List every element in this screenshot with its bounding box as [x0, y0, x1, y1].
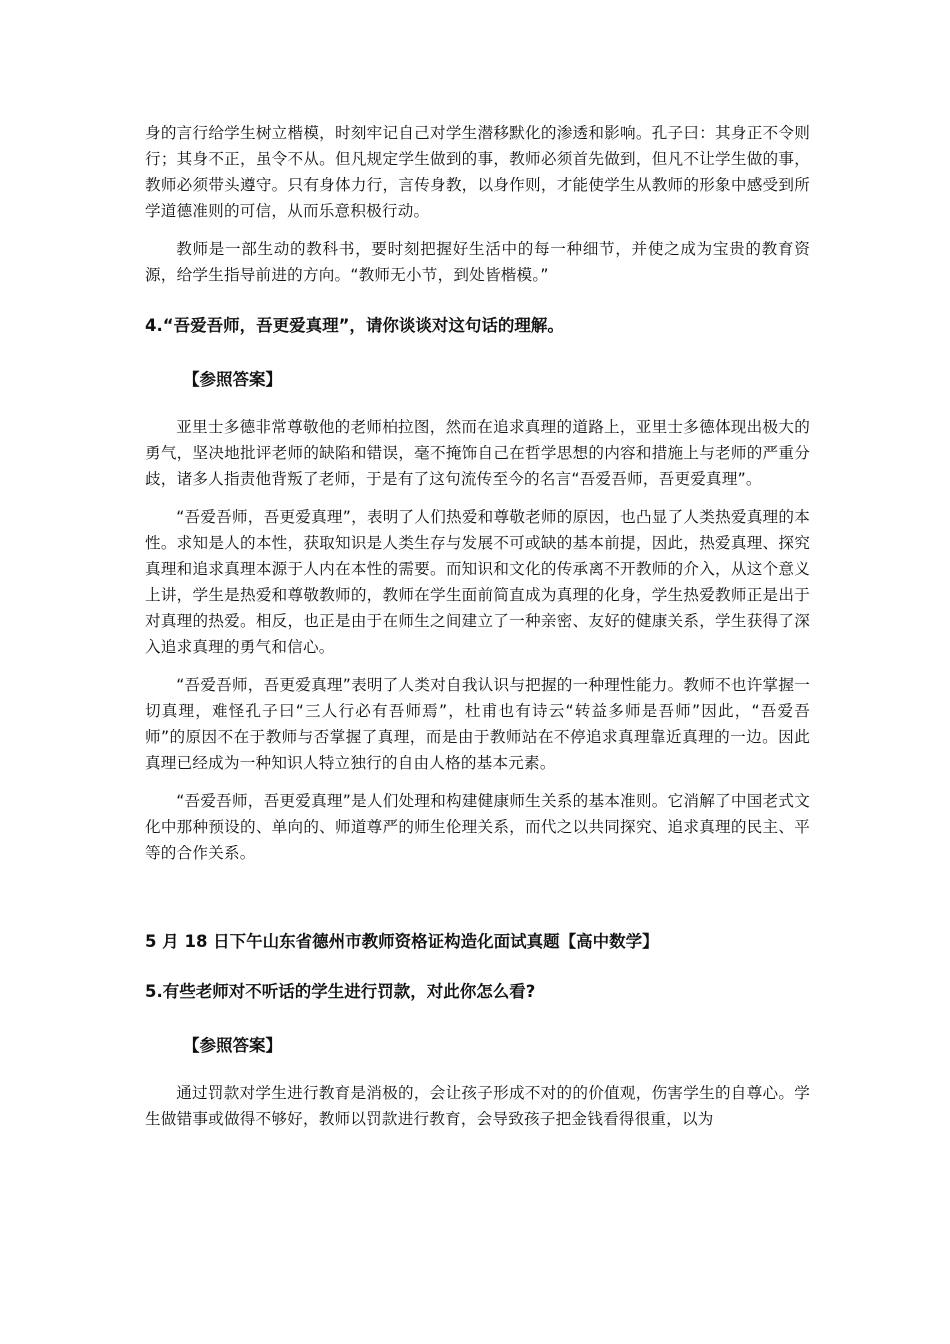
- answer-label-q5: 【参照答案】: [183, 1036, 282, 1055]
- answer-paragraph-q4-3: “吾爱吾师，吾更爱真理”表明了人类对自我认识与把握的一种理性能力。教师不也许掌握一切真理，难怪孔子曰“三人行必有吾师焉”，杜甫也有诗云“转益多师是吾师”因此，“吾爱吾师”的原因不在于教师与否掌握了真理，而是由于教师站在不停追求真理靠近真理的一边。因此真理已经成为一种知识人特立独行的自由人格的基本元素。: [145, 676, 810, 772]
- page-content: [145, 120, 810, 1132]
- answer-paragraph-q4-1: 亚里士多德非常尊敬他的老师柏拉图，然而在追求真理的道路上，亚里士多德体现出极大的勇气，坚决地批评老师的缺陷和错误，毫不掩饰自己在哲学思想的内容和措施上与老师的严重分歧，诸多人指责他背叛了老师，于是有了这句流传至今的名言“吾爱吾师，吾更爱真理”。: [145, 418, 810, 488]
- answer-paragraph-q4-4: “吾爱吾师，吾更爱真理”是人们处理和构建健康师生关系的基本准则。它消解了中国老式文化中那种预设的、单向的、师道尊严的师生伦理关系，而代之以共同探究、追求真理的民主、平等的合作关系。: [145, 792, 810, 862]
- question-5-heading: 5.有些老师对不听话的学生进行罚款，对此你怎么看?: [145, 982, 536, 1001]
- answer-paragraph-q5-1: 通过罚款对学生进行教育是消极的，会让孩子形成不对的的价值观，伤害学生的自尊心。学生做错事或做得不够好，教师以罚款进行教育，会导致孩子把金钱看得很重，以为: [145, 1084, 810, 1128]
- paragraph-textbook: 教师是一部生动的教科书，要时刻把握好生活中的每一种细节，并使之成为宝贵的教育资源，给学生指导前进的方向。“教师无小节，到处皆楷模。”: [145, 240, 810, 284]
- answer-label-q4: 【参照答案】: [183, 370, 282, 389]
- question-4-heading: 4.“吾爱吾师，吾更爱真理”，请你谈谈对这句话的理解。: [145, 316, 564, 335]
- section-heading: 5 月 18 日下午山东省德州市教师资格证构造化面试真题【高中数学】: [145, 932, 659, 951]
- answer-paragraph-q4-2: “吾爱吾师，吾更爱真理”，表明了人们热爱和尊敬老师的原因，也凸显了人类热爱真理的本性。求知是人的本性，获取知识是人类生存与发展不可或缺的基本前提，因此，热爱真理、探究真理和追求真理本源于人内在本性的需要。而知识和文化的传承离不开教师的介入，从这个意义上讲，学生是热爱和尊敬教师的，教师在学生面前简直成为真理的化身，学生热爱教师正是出于对真理的热爱。相反，也正是由于在师生之间建立了一种亲密、友好的健康关系，学生获得了深入追求真理的勇气和信心。: [145, 508, 810, 656]
- paragraph-continued: 身的言行给学生树立楷模，时刻牢记自己对学生潜移默化的渗透和影响。孔子曰：其身正不令则行；其身不正，虽令不从。但凡规定学生做到的事，教师必须首先做到，但凡不让学生做的事，教师必须带头遵守。只有身体力行，言传身教，以身作则，才能使学生从教师的形象中感受到所学道德准则的可信，从而乐意积极行动。: [145, 124, 810, 220]
